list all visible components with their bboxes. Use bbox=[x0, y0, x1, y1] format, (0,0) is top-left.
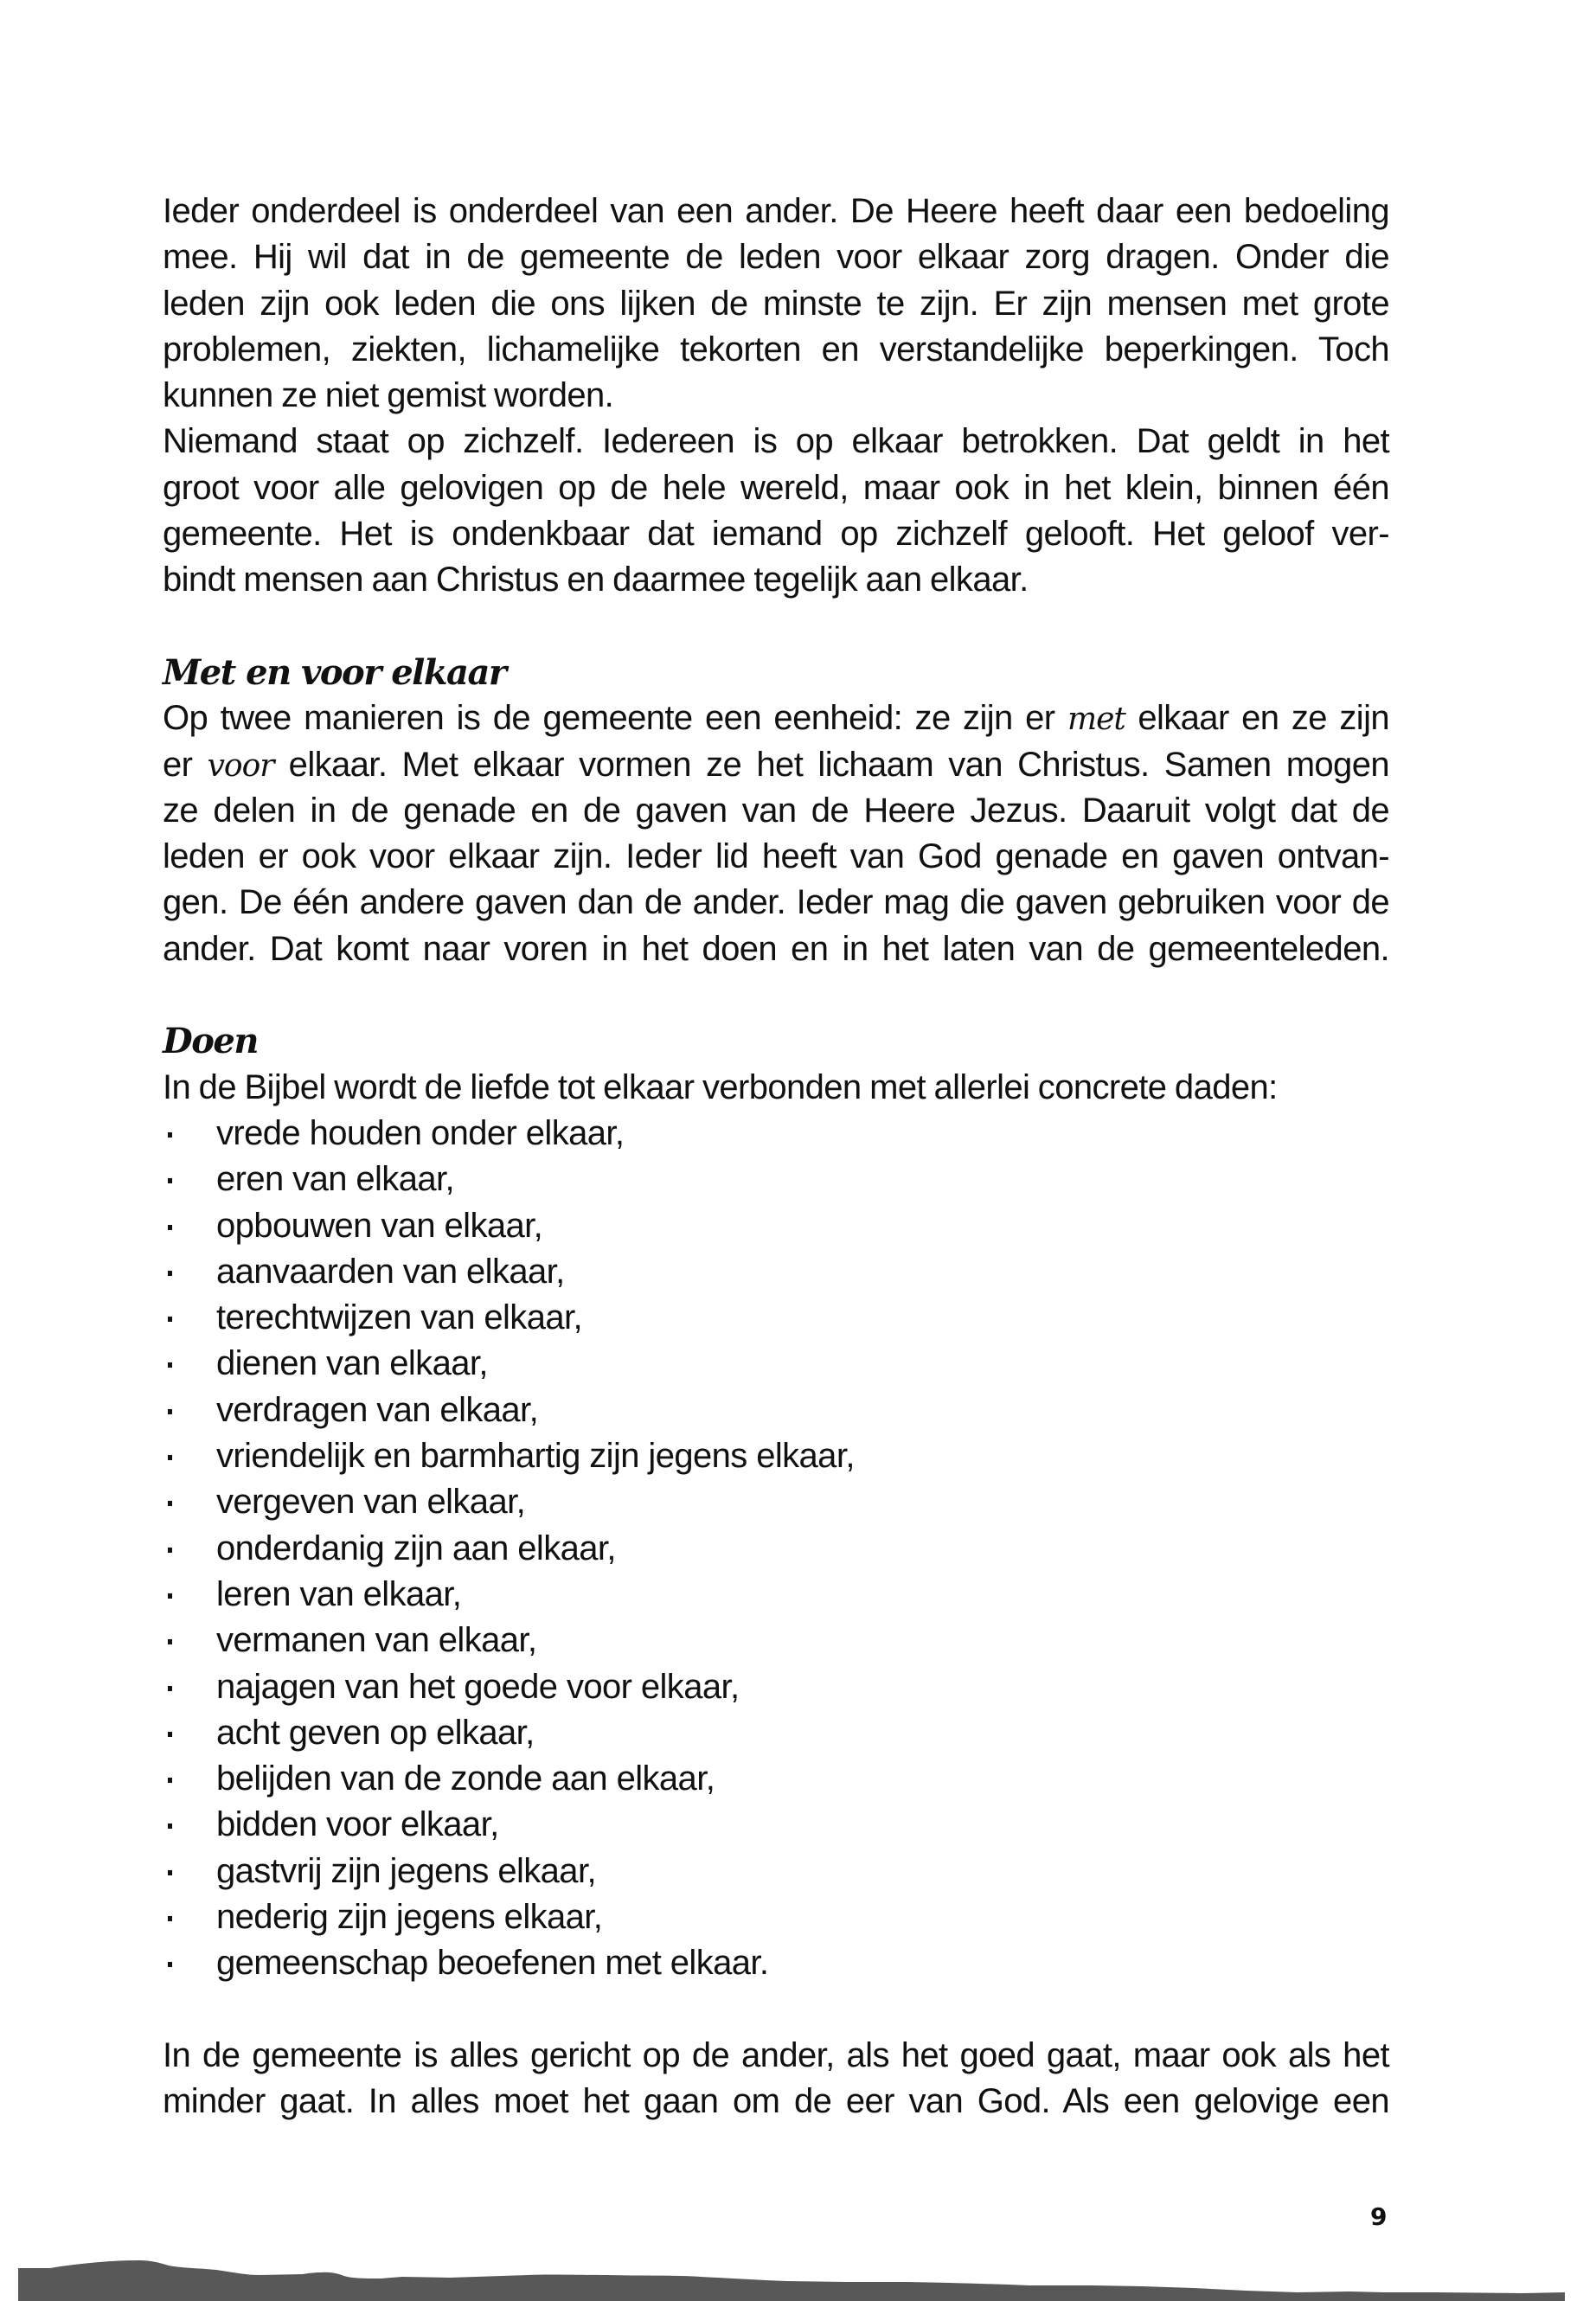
bullet-icon bbox=[168, 1823, 172, 1829]
text-run: Op twee manieren is de gemeente een eenheid: ze zijn er bbox=[163, 699, 1067, 738]
list-item bbox=[163, 1940, 1389, 1986]
bullet-icon bbox=[168, 1686, 172, 1691]
spacer bbox=[163, 604, 1389, 650]
text-line: bindt mensen aan Christus en daarmee tegelijk aan elkaar. bbox=[163, 561, 1029, 599]
text-line bbox=[163, 742, 1389, 788]
list-item-text: dienen van elkaar, bbox=[216, 1344, 488, 1383]
bullet-icon bbox=[168, 1271, 172, 1276]
text-run: er bbox=[163, 745, 208, 784]
text-line: In de gemeente is alles gericht op de ander, als het goed gaat, maar ook als het bbox=[163, 2035, 1389, 2074]
list-item-text: vriendelijk en barmhartig zijn jegens elkaar, bbox=[216, 1437, 855, 1476]
bullet-icon bbox=[168, 1962, 172, 1967]
bullet-icon bbox=[168, 1455, 172, 1460]
list-item-text: leren van elkaar, bbox=[216, 1574, 462, 1613]
list-item-text: eren van elkaar, bbox=[216, 1160, 455, 1199]
bullet-icon bbox=[168, 1178, 172, 1183]
list-item bbox=[163, 1618, 1389, 1663]
bullet-icon bbox=[168, 1778, 172, 1783]
paragraph-niemand bbox=[163, 419, 1389, 603]
list-item-text: nederig zijn jegens elkaar, bbox=[216, 1897, 603, 1936]
list-item bbox=[163, 1894, 1389, 1940]
bullet-icon bbox=[168, 1593, 172, 1599]
bullet-icon bbox=[168, 1548, 172, 1553]
bullet-icon bbox=[168, 1317, 172, 1322]
list-item bbox=[163, 1802, 1389, 1848]
bullet-icon bbox=[168, 1225, 172, 1230]
bullet-icon bbox=[168, 1362, 172, 1368]
emphasis-met: met bbox=[1067, 702, 1125, 738]
text-line: Ieder onderdeel is onderdeel van een ander. De Heere heeft daar een bedoeling bbox=[163, 192, 1389, 230]
list-item bbox=[163, 1341, 1389, 1387]
text-line: kunnen ze niet gemist worden. bbox=[163, 376, 614, 415]
list-item-text: aanvaarden van elkaar, bbox=[216, 1252, 565, 1291]
bullet-icon bbox=[168, 1132, 172, 1138]
text-line: minder gaat. In alles moet het gaan om de eer van God. Als een gelovige een bbox=[163, 2082, 1389, 2121]
list-item bbox=[163, 1664, 1389, 1710]
footer-wave-band bbox=[0, 2240, 1596, 2301]
bullet-icon bbox=[168, 1870, 172, 1875]
list-item bbox=[163, 1203, 1389, 1249]
spacer bbox=[163, 1987, 1389, 2033]
text-line: gemeente. Het is ondenkbaar dat iemand op zichzelf gelooft. Het geloof ver- bbox=[163, 515, 1389, 554]
emphasis-voor: voor bbox=[207, 747, 274, 784]
list-item-text: bidden voor elkaar, bbox=[216, 1805, 499, 1844]
paragraph-interdependence bbox=[163, 189, 1389, 419]
list-item bbox=[163, 1249, 1389, 1295]
text-line: mee. Hij wil dat in de gemeente de leden voor elkaar zorg dragen. Onder die bbox=[163, 238, 1389, 277]
list-item-text: najagen van het goede voor elkaar, bbox=[216, 1667, 740, 1706]
text-column bbox=[163, 189, 1389, 2125]
list-item bbox=[163, 1433, 1389, 1479]
text-line: ze delen in de genade en de gaven van de Heere Jezus. Daaruit volgt dat de bbox=[163, 791, 1389, 830]
section-heading-met-en-voor-elkaar: Met en voor elkaar bbox=[163, 651, 506, 693]
list-item bbox=[163, 1756, 1389, 1802]
list-item-text: vrede houden onder elkaar, bbox=[216, 1113, 625, 1152]
list-item bbox=[163, 1295, 1389, 1341]
text-line bbox=[163, 695, 1389, 741]
list-item bbox=[163, 1849, 1389, 1894]
text-line: leden er ook voor elkaar zijn. Ieder lid heeft van God genade en gaven ontvan- bbox=[163, 837, 1389, 876]
spacer bbox=[163, 972, 1389, 1018]
bullet-icon bbox=[168, 1732, 172, 1737]
paragraph-met-en-voor bbox=[163, 695, 1389, 972]
text-line: groot voor alle gelovigen op de hele wereld, maar ook in het klein, binnen één bbox=[163, 468, 1389, 507]
list-item-text: gastvrij zijn jegens elkaar, bbox=[216, 1851, 596, 1890]
list-item bbox=[163, 1526, 1389, 1572]
text-line: ander. Dat komt naar voren in het doen en in het laten van de gemeenteleden. bbox=[163, 929, 1389, 968]
list-intro: In de Bijbel wordt de liefde tot elkaar verbonden met allerlei concrete daden: bbox=[163, 1067, 1278, 1106]
list-item bbox=[163, 1710, 1389, 1756]
section-heading-doen: Doen bbox=[163, 1021, 258, 1062]
list-item-text: verdragen van elkaar, bbox=[216, 1390, 539, 1429]
list-item-text: acht geven op elkaar, bbox=[216, 1713, 535, 1752]
list-item bbox=[163, 1157, 1389, 1202]
deeds-list bbox=[163, 1111, 1389, 1987]
text-line: Niemand staat op zichzelf. Iedereen is op elkaar betrokken. Dat geldt in het bbox=[163, 422, 1389, 461]
list-item bbox=[163, 1572, 1389, 1618]
bullet-icon bbox=[168, 1916, 172, 1921]
list-item-text: terechtwijzen van elkaar, bbox=[216, 1298, 583, 1337]
bullet-icon bbox=[168, 1639, 172, 1644]
text-run: elkaar en ze zijn bbox=[1125, 699, 1389, 738]
bullet-icon bbox=[168, 1501, 172, 1506]
text-run: elkaar. Met elkaar vormen ze het lichaam van Christus. Samen mogen bbox=[273, 745, 1389, 784]
text-line: gen. De één andere gaven dan de ander. Ieder mag die gaven gebruiken voor de bbox=[163, 883, 1389, 922]
list-item-text: gemeenschap beoefenen met elkaar. bbox=[216, 1944, 769, 1983]
bullet-icon bbox=[168, 1409, 172, 1414]
list-item bbox=[163, 1111, 1389, 1157]
page-number: 9 bbox=[1370, 2202, 1388, 2231]
list-item-text: vermanen van elkaar, bbox=[216, 1621, 537, 1660]
text-line: problemen, ziekten, lichamelijke tekorten en verstandelijke beperkingen. Toch bbox=[163, 330, 1389, 369]
list-item bbox=[163, 1388, 1389, 1433]
list-item-text: onderdanig zijn aan elkaar, bbox=[216, 1529, 616, 1567]
paragraph-closing bbox=[163, 2033, 1389, 2125]
list-item-text: vergeven van elkaar, bbox=[216, 1483, 526, 1522]
text-line: leden zijn ook leden die ons lijken de minste te zijn. Er zijn mensen met grote bbox=[163, 284, 1389, 323]
list-item-text: belijden van de zonde aan elkaar, bbox=[216, 1759, 715, 1798]
list-item-text: opbouwen van elkaar, bbox=[216, 1206, 543, 1245]
list-item bbox=[163, 1479, 1389, 1525]
